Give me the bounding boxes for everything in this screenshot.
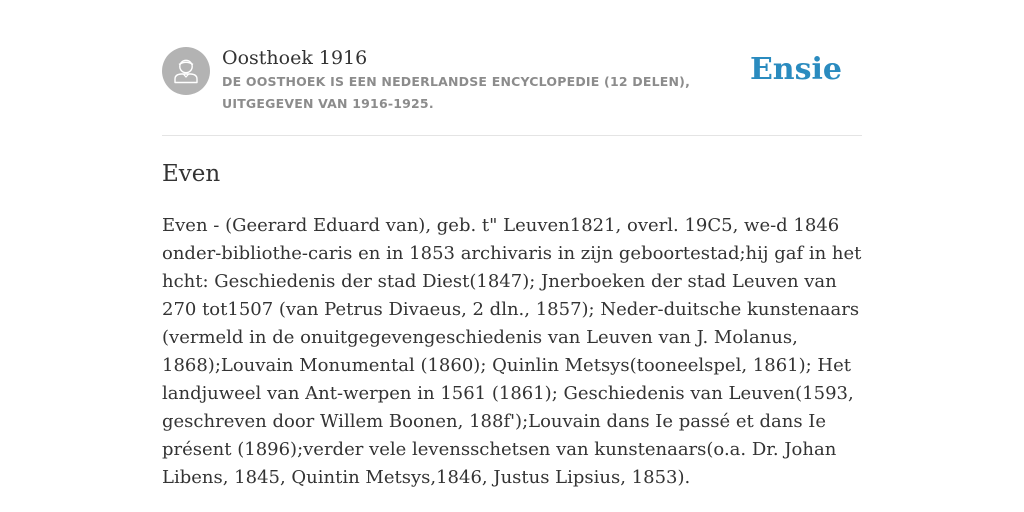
- page-container: [162, 0, 862, 488]
- source-header: [162, 0, 862, 136]
- user-avatar-icon[interactable]: [162, 47, 210, 95]
- source-info: [222, 45, 762, 115]
- avatar-person-glyph: [162, 47, 210, 95]
- entry-title: Even: [162, 161, 221, 187]
- entry-body: Even - (Geerard Eduard van), geb. t" Leuven1821, overl. 19C5, we-d 1846 onder-bibliothe-caris en in 1853 archivaris in zijn geboortestad;hij gaf in het hcht: Geschiedenis der stad Diest(1847); Jnerboeken der stad Leuven van 270 tot1507 (van Petrus Divaeus, 2 dln., 1857); Neder-duitsche kunstenaars (vermeld in de onuitgegevengeschiedenis van Leuven van J. Molanus, 1868);Louvain Monumental (1860); Quinlin Metsys(tooneelspel, 1861); Het landjuweel van Ant-werpen in 1561 (1861); Geschiedenis van Leuven(1593, geschreven door Willem Boonen, 188f');Louvain dans Ie passé et dans Ie présent (1896);verder vele levensschetsen van kunstenaars(o.a. Dr. Johan Libens, 1845, Quintin Metsys,1846, Justus Lipsius, 1853).: [162, 215, 862, 488]
- ensie-logo-link[interactable]: Ensie: [749, 52, 842, 87]
- source-description: DE OOSTHOEK IS EEN NEDERLANDSE ENCYCLOPEDIE (12 DELEN), UITGEGEVEN VAN 1916-1925.: [222, 74, 691, 111]
- source-title[interactable]: Oosthoek 1916: [222, 47, 368, 69]
